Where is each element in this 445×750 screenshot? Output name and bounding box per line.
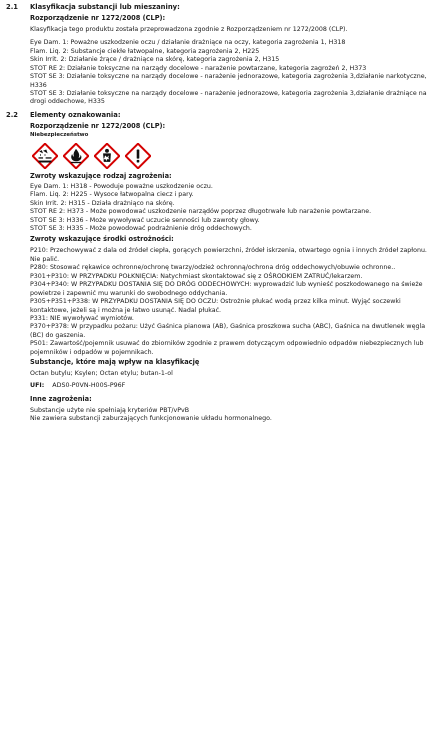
hazard-statements-list [30,183,431,234]
section-number: 2.2 [6,111,19,119]
section-title: Elementy oznakowania: [30,111,121,119]
other-hazards-heading: Inne zagrożenia: [30,394,92,403]
precautionary-statement: P501: Zawartość/pojemnik usuwać do zbiorników zgodnie z prawem dotyczącym odpowiednio odpadów niebezpiecznych lub pojemników i odpadów w pojemnikach. [30,340,424,356]
classification-list [30,39,431,107]
ufi-line [30,382,431,390]
precautionary-statement: P301+P310: W PRZYPADKU POŁKNIĘCIA: Natychmiast skontaktować się z OŚRODKIEM ZATRUĆ/lekarzem. [30,272,363,280]
classification-intro: Klasyfikacja tego produktu została przeprowadzona zgodnie z Rozporządzeniem nr 1272/2008 (CLP). [30,25,348,33]
classification-line: Flam. Liq. 2: Substancje ciekłe łatwopalne, kategoria zagrożenia 2, H225 [30,47,260,55]
exclamation-icon [125,143,151,169]
ufi-value: ADS0-P0VN-H00S-P96F [52,382,126,390]
precautionary-statements-heading: Zwroty wskazujące środki ostrożności: [30,234,174,243]
substances-heading: Substancje, które mają wpływ na klasyfikację [30,358,200,367]
regulation-heading: Rozporządzenie nr 1272/2008 (CLP): [30,122,166,131]
health-hazard-icon [94,143,120,169]
hazard-statement: Skin Irrit. 2: H315 - Działa drażniąco na skórę. [30,199,175,207]
precautionary-statement: P210: Przechowywać z dala od źródeł ciepła, gorących powierzchni, źródeł iskrzenia, otwartego ognia i innych źródeł zapłonu. Nie palić. [30,247,427,263]
hazard-statement: Flam. Liq. 2: H225 - Wysoce łatwopalna ciecz i pary. [30,191,194,199]
section-2-2-heading [0,111,445,120]
ghs-pictograms [32,143,431,169]
classification-line: STOT RE 2: Działanie toksyczne na narządy docelowe - narażenie powtarzane, kategoria zagrożeń 2, H373 [30,64,367,72]
hazard-statement: STOT SE 3: H335 - Może powodować podrażnienie dróg oddechowych. [30,225,252,233]
hazard-statements-heading: Zwroty wskazujące rodzaj zagrożenia: [30,172,172,181]
section-2-1-heading [0,3,445,12]
classification-line: STOT SE 3: Działanie toksyczne na narządy docelowe - narażenie jednorazowe, kategoria zagrożenia 3,działanie drażniące na drogi oddechowe, H335 [30,89,427,106]
classification-line: Eye Dam. 1: Poważne uszkodzenie oczu / działanie drażniące na oczy, kategoria zagrożenia 1, H318 [30,39,346,47]
precautionary-statement: P304+P340: W PRZYPADKU DOSTANIA SIĘ DO DRÓG ODDECHOWYCH: wyprowadzić lub wynieść poszkodowanego na świeże powietrze i zapewnić mu warunki do swobodnego oddychania. [30,281,423,297]
other-hazards-list [30,407,431,424]
substances-text: Octan butylu; Ksylen; Octan etylu; butan-1-ol [30,369,173,377]
hazard-statement: STOT SE 3: H336 - Może wywoływać uczucie senności lub zawroty głowy. [30,216,260,224]
hazard-statement: Eye Dam. 1: H318 - Powoduje poważne uszkodzenie oczu. [30,182,213,190]
other-hazard-line: Nie zawiera substancji zaburzających funkcjonowanie układu hormonalnego. [30,415,272,423]
other-hazard-line: Substancje użyte nie spełniają kryteriów PBT/vPvB [30,406,190,414]
section-2-2 [0,111,445,424]
precautionary-statement: P370+P378: W przypadku pożaru: Użyć Gaśnica pianowa (AB), Gaśnica proszkowa sucha (ABC), Gaśnica na dwutlenek węgla (BC) do gaszenia. [30,323,426,339]
corrosion-icon [32,143,58,169]
precautionary-statements-list [30,247,431,357]
section-2-1 [0,3,445,107]
section-title: Klasyfikacja substancji lub mieszaniny: [30,3,180,11]
ufi-label: UFI: [30,382,45,390]
flame-icon [63,143,89,169]
classification-line: STOT SE 3: Działanie toksyczne na narządy docelowe - narażenie jednorazowe, kategoria zagrożenia 3,działanie narkotyczne, H336 [30,73,427,89]
precautionary-statement: P331: NIE wywoływać wymiotów. [30,314,134,322]
precautionary-statement: P305+P351+P338: W PRZYPADKU DOSTANIA SIĘ DO OCZU: Ostrożnie płukać wodą przez kilka minut. Wyjąć soczewki kontaktowe, jeżeli są i można je łatwo usunąć. Nadal płukać. [30,298,401,314]
hazard-statement: STOT RE 2: H373 - Może powodować uszkodzenie narządów poprzez długotrwałe lub narażenie powtarzane. [30,208,372,216]
precautionary-statement: P280: Stosować rękawice ochronne/ochronę twarzy/odzież ochronną/ochrona dróg oddechowych/obuwie ochronne.. [30,264,396,272]
signal-word: Niebezpieczeństwo [30,131,89,138]
classification-line: Skin Irrit. 2: Działanie żrące / drażniące na skórę, kategoria zagrożenia 2, H315 [30,56,280,64]
regulation-heading: Rozporządzenie nr 1272/2008 (CLP): [30,14,166,23]
section-number: 2.1 [6,3,19,11]
